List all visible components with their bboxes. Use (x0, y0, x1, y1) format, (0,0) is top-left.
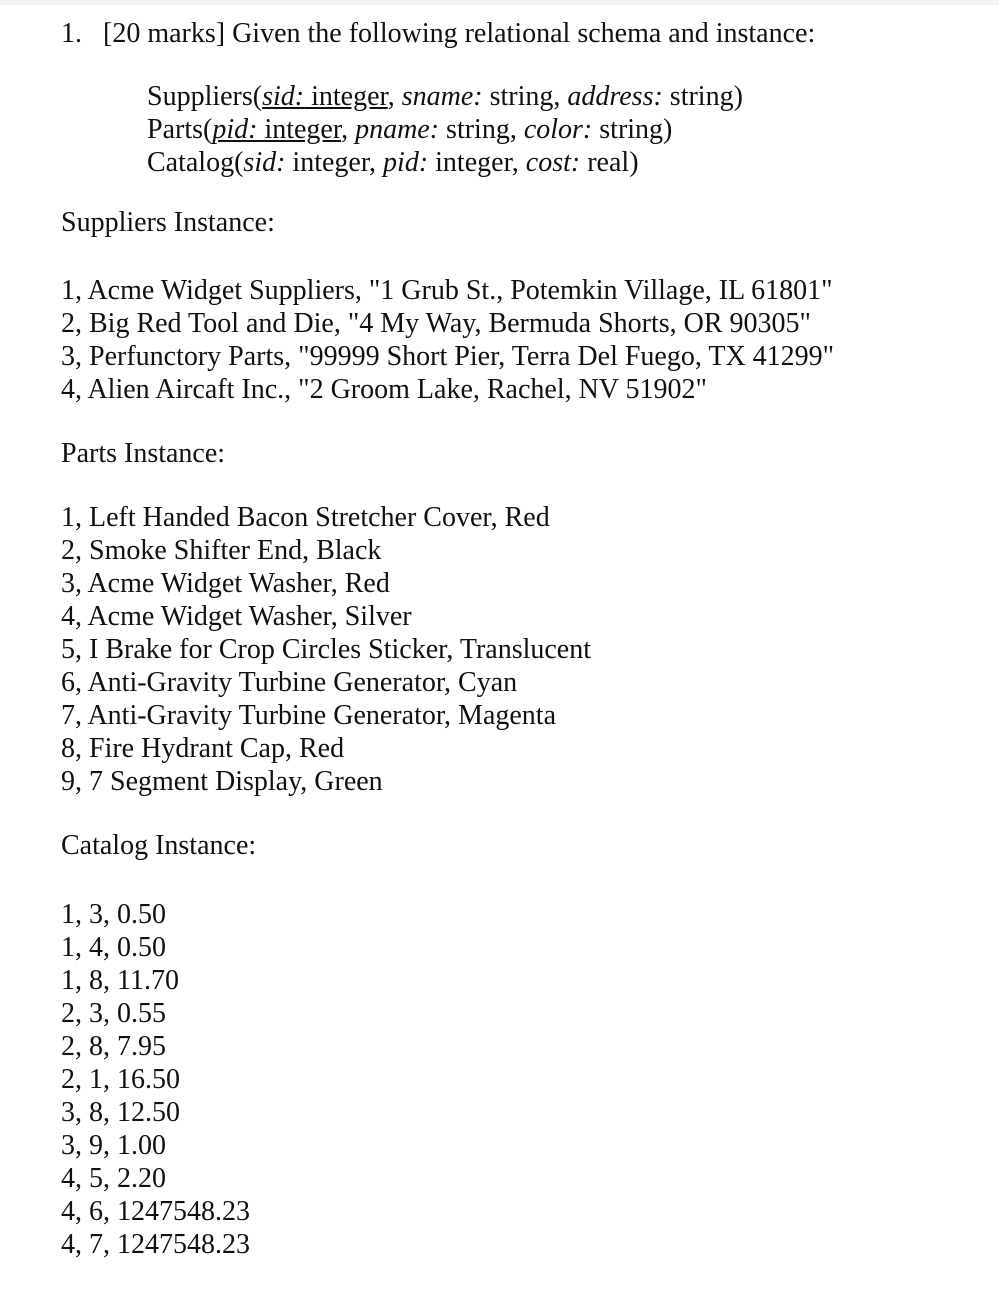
part-row: 4, Acme Widget Washer, Silver (61, 601, 412, 632)
close-paren: ) (629, 147, 639, 178)
catalog-heading: Catalog Instance: (61, 830, 257, 861)
separator: , (553, 81, 568, 112)
field-type: real (580, 147, 630, 178)
schema-catalog (147, 146, 743, 179)
part-row: 6, Anti-Gravity Turbine Generator, Cyan (61, 667, 518, 698)
field-type: string (662, 81, 734, 112)
question-text: [20 marks] Given the following relational schema and instance: (103, 18, 816, 49)
part-row: 7, Anti-Gravity Turbine Generator, Magenta (61, 700, 557, 731)
separator: , (387, 81, 402, 112)
catalog-row: 3, 8, 12.50 (61, 1097, 180, 1128)
field-name: sid: (243, 147, 286, 178)
schema-suppliers (147, 80, 743, 113)
catalog-row: 1, 8, 11.70 (61, 965, 179, 996)
page-top-edge (0, 0, 999, 5)
schema-field-pname (355, 114, 510, 145)
field-type: integer (257, 114, 342, 145)
schema-field-sid (262, 81, 388, 112)
supplier-row: 3, Perfunctory Parts, "99999 Short Pier, Terra Del Fuego, TX 41299" (61, 341, 835, 372)
parts-instance (61, 501, 591, 798)
separator: , (369, 147, 384, 178)
part-row: 1, Left Handed Bacon Stretcher Cover, Red (61, 502, 550, 533)
catalog-row: 4, 7, 1247548.23 (61, 1229, 250, 1260)
field-type: integer (428, 147, 512, 178)
supplier-row: 4, Alien Aircaft Inc., "2 Groom Lake, Rachel, NV 51902" (61, 374, 707, 405)
field-name: sname: (401, 81, 483, 112)
suppliers-heading: Suppliers Instance: (61, 207, 275, 238)
schema-field-cost (526, 147, 629, 178)
field-name: cost: (525, 147, 581, 178)
schema-field-sname (402, 81, 554, 112)
part-row: 8, Fire Hydrant Cap, Red (61, 733, 345, 764)
catalog-row: 1, 3, 0.50 (61, 899, 166, 930)
suppliers-instance (61, 274, 834, 406)
field-type: string (482, 81, 554, 112)
separator: , (509, 114, 524, 145)
separator: , (341, 114, 356, 145)
close-paren: ) (733, 81, 743, 112)
catalog-row: 4, 6, 1247548.23 (61, 1196, 250, 1227)
supplier-row: 2, Big Red Tool and Die, "4 My Way, Bermuda Shorts, OR 90305" (61, 308, 811, 339)
field-type: integer (285, 147, 370, 178)
relation-name: Catalog( (147, 147, 244, 178)
part-row: 9, 7 Segment Display, Green (61, 766, 383, 797)
parts-heading: Parts Instance: (61, 438, 226, 469)
part-row: 3, Acme Widget Washer, Red (61, 568, 390, 599)
schema-field-sid (243, 147, 369, 178)
schema-parts (147, 113, 743, 146)
field-name: pid: (383, 147, 429, 178)
part-row: 2, Smoke Shifter End, Black (61, 535, 382, 566)
field-name: pname: (355, 114, 440, 145)
supplier-row: 1, Acme Widget Suppliers, "1 Grub St., Potemkin Village, IL 61801" (61, 275, 833, 306)
relational-schema (147, 80, 743, 179)
question-line (61, 18, 815, 50)
field-type: integer (304, 81, 388, 112)
field-name: address: (567, 81, 663, 112)
catalog-instance (61, 898, 250, 1261)
catalog-row: 2, 8, 7.95 (61, 1031, 166, 1062)
relation-name: Suppliers( (147, 81, 263, 112)
schema-field-pid (212, 114, 341, 145)
question-number: 1. (61, 18, 82, 49)
catalog-row: 3, 9, 1.00 (61, 1130, 166, 1161)
catalog-row: 2, 1, 16.50 (61, 1064, 180, 1095)
close-paren: ) (663, 114, 673, 145)
separator: , (511, 147, 526, 178)
catalog-row: 1, 4, 0.50 (61, 932, 166, 963)
schema-field-color (524, 114, 663, 145)
field-type: string (592, 114, 664, 145)
relation-name: Parts( (147, 114, 213, 145)
catalog-row: 2, 3, 0.55 (61, 998, 166, 1029)
schema-field-address (567, 81, 733, 112)
field-name: color: (523, 114, 593, 145)
field-type: string (439, 114, 510, 145)
field-name: sid: (262, 81, 305, 112)
field-name: pid: (212, 114, 258, 145)
part-row: 5, I Brake for Crop Circles Sticker, Translucent (61, 634, 592, 665)
schema-field-pid (383, 147, 512, 178)
catalog-row: 4, 5, 2.20 (61, 1163, 166, 1194)
